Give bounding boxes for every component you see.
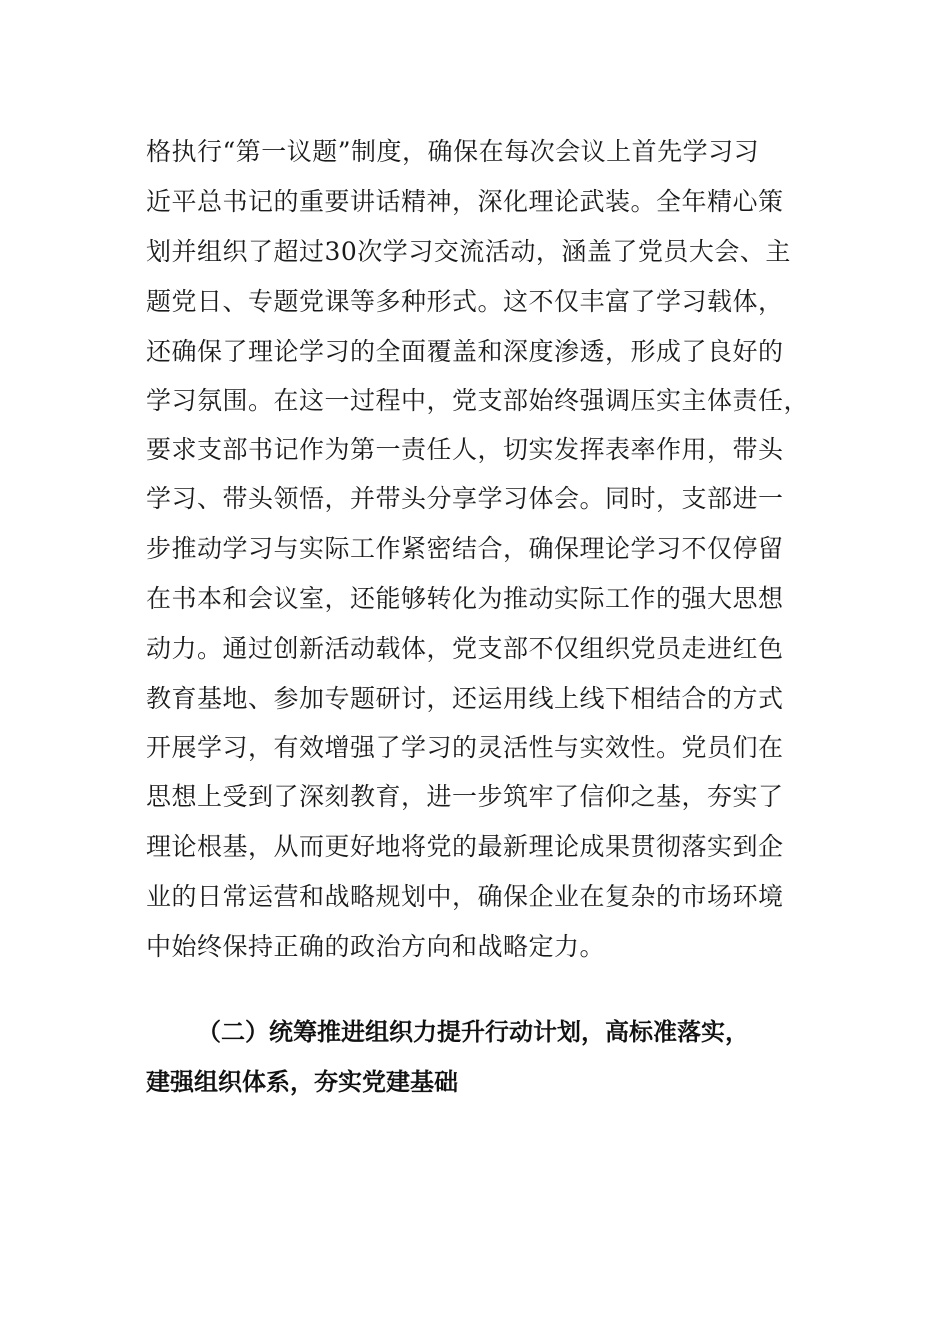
paragraph-line: 学习氛围。在这一过程中，党支部始终强调压实主体责任，	[146, 386, 810, 415]
section-heading-line: 建强组织体系，夯实党建基础	[146, 1068, 458, 1096]
paragraph-line: 动力。通过创新活动载体，党支部不仅组织党员走进红色	[146, 634, 784, 663]
paragraph-line: 划并组织了超过30次学习交流活动，涵盖了党员大会、主	[146, 237, 791, 266]
paragraph-line: 还确保了理论学习的全面覆盖和深度渗透，形成了良好的	[146, 337, 784, 366]
paragraph-line: 教育基地、参加专题研讨，还运用线上线下相结合的方式	[146, 684, 784, 713]
paragraph-line: 思想上受到了深刻教育，进一步筑牢了信仰之基，夯实了	[146, 782, 784, 811]
paragraph-line: 题党日、专题党课等多种形式。这不仅丰富了学习载体，	[146, 287, 784, 316]
paragraph-line: 近平总书记的重要讲话精神，深化理论武装。全年精心策	[146, 187, 784, 216]
paragraph-line: 中始终保持正确的政治方向和战略定力。	[146, 932, 606, 961]
paragraph-line: 格执行“第一议题”制度，确保在每次会议上首先学习习	[146, 137, 760, 166]
paragraph-line: 步推动学习与实际工作紧密结合，确保理论学习不仅停留	[146, 534, 784, 563]
section-heading-line: （二）统筹推进组织力提升行动计划，高标准落实，	[197, 1018, 749, 1046]
paragraph-line: 要求支部书记作为第一责任人，切实发挥表率作用，带头	[146, 435, 784, 464]
paragraph-line: 理论根基，从而更好地将党的最新理论成果贯彻落实到企	[146, 832, 784, 861]
paragraph-line: 学习、带头领悟，并带头分享学习体会。同时，支部进一	[146, 484, 784, 513]
paragraph-line: 在书本和会议室，还能够转化为推动实际工作的强大思想	[146, 584, 784, 613]
paragraph-line: 开展学习，有效增强了学习的灵活性与实效性。党员们在	[146, 733, 784, 762]
paragraph-line: 业的日常运营和战略规划中，确保企业在复杂的市场环境	[146, 882, 784, 911]
